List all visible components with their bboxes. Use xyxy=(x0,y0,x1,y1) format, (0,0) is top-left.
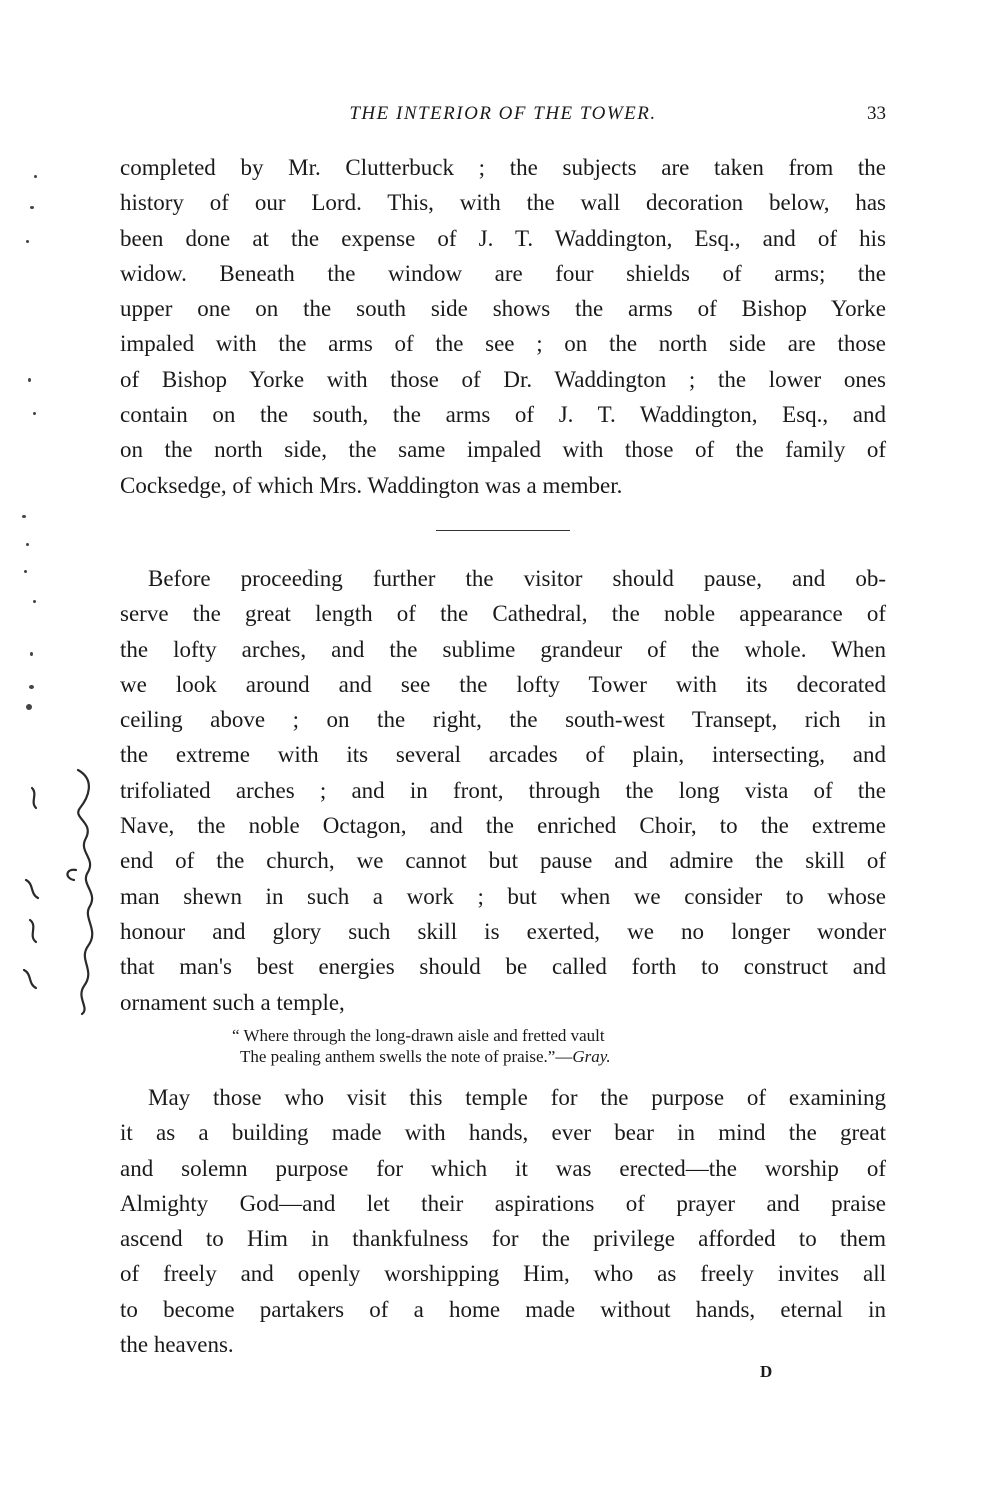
text-line: end of the church, we cannot but pause and admire the skill of xyxy=(120,848,886,874)
ink-speck xyxy=(26,543,29,546)
text-line: honour and glory such skill is exerted, we no longer wonder xyxy=(120,918,886,944)
margin-marks xyxy=(0,0,110,1487)
ink-speck xyxy=(26,240,29,243)
text-line: May those who visit this temple for the purpose of examining xyxy=(148,1085,886,1110)
text-line: trifoliated arches ; and in front, through the long vista of the xyxy=(120,777,886,803)
quote-line-text: The pealing anthem swells the note of praise.”— xyxy=(240,1047,573,1066)
text-line: Cocksedge, of which Mrs. Waddington was a member. xyxy=(120,472,623,498)
ink-speck xyxy=(30,652,33,656)
ink-speck xyxy=(33,412,36,415)
section-divider xyxy=(436,530,570,531)
text-line: widow. Beneath the window are four shields of arms; the xyxy=(120,260,886,286)
ink-speck xyxy=(24,570,27,573)
text-line: the extreme with its several arcades of plain, intersecting, and xyxy=(120,742,886,768)
text-line: Nave, the noble Octagon, and the enriched Choir, to the extreme xyxy=(120,813,886,839)
ink-speck xyxy=(26,704,32,710)
text-line: it as a building made with hands, ever bear in mind the great xyxy=(120,1120,886,1146)
text-line: contain on the south, the arms of J. T. Waddington, Esq., and xyxy=(120,402,886,428)
text-line: upper one on the south side shows the arms of Bishop Yorke xyxy=(120,296,886,322)
text-line: Before proceeding further the visitor should pause, and ob- xyxy=(148,566,886,591)
text-line: and solemn purpose for which it was erected—the worship of xyxy=(120,1155,886,1181)
signature-mark: D xyxy=(760,1362,773,1381)
ink-speck xyxy=(29,685,34,689)
text-line: man shewn in such a work ; but when we consider to whose xyxy=(120,883,886,909)
text-line: that man's best energies should be called forth to construct and xyxy=(120,954,886,980)
handwritten-note-graphic xyxy=(8,760,108,1020)
ink-speck xyxy=(30,206,34,209)
ink-speck xyxy=(28,378,31,382)
text-line: Almighty God—and let their aspirations of prayer and praise xyxy=(120,1190,886,1216)
paragraph-closing-exhortation xyxy=(120,1080,886,1362)
quote-line: “ Where through the long-drawn aisle and fretted vault xyxy=(232,1026,605,1045)
text-line: serve the great length of the Cathedral, the noble appearance of xyxy=(120,601,886,627)
quote-attribution: Gray. xyxy=(572,1047,611,1066)
running-head xyxy=(120,103,886,131)
running-title: THE INTERIOR OF THE TOWER. xyxy=(349,103,657,124)
page-number: 33 xyxy=(867,103,886,124)
quote-line xyxy=(232,1046,792,1067)
text-line: the lofty arches, and the sublime grandeur of the whole. When xyxy=(120,636,886,662)
text-line: been done at the expense of J. T. Waddington, Esq., and of his xyxy=(120,225,886,251)
text-line: ceiling above ; on the right, the south-west Transept, rich in xyxy=(120,707,886,733)
text-line: we look around and see the lofty Tower with its decorated xyxy=(120,671,886,697)
ink-speck xyxy=(22,515,26,518)
text-line: on the north side, the same impaled with those of the family of xyxy=(120,437,886,463)
ink-speck xyxy=(34,175,37,178)
paragraph-visitor-pause xyxy=(120,561,886,1020)
text-line: of Bishop Yorke with those of Dr. Waddington ; the lower ones xyxy=(120,366,886,392)
text-line: ascend to Him in thankfulness for the privilege afforded to them xyxy=(120,1226,886,1252)
verse-quotation xyxy=(232,1025,792,1067)
ink-speck xyxy=(33,600,36,603)
paragraph-window-shields xyxy=(120,150,886,503)
text-line: of freely and openly worshipping Him, who as freely invites all xyxy=(120,1261,886,1287)
text-line: to become partakers of a home made without hands, eternal in xyxy=(120,1296,886,1322)
text-line: ornament such a temple, xyxy=(120,989,345,1015)
text-line: completed by Mr. Clutterbuck ; the subjects are taken from the xyxy=(120,155,886,180)
text-line: the heavens. xyxy=(120,1332,234,1358)
text-line: impaled with the arms of the see ; on the north side are those xyxy=(120,331,886,357)
text-line: history of our Lord. This, with the wall decoration below, has xyxy=(120,190,886,216)
